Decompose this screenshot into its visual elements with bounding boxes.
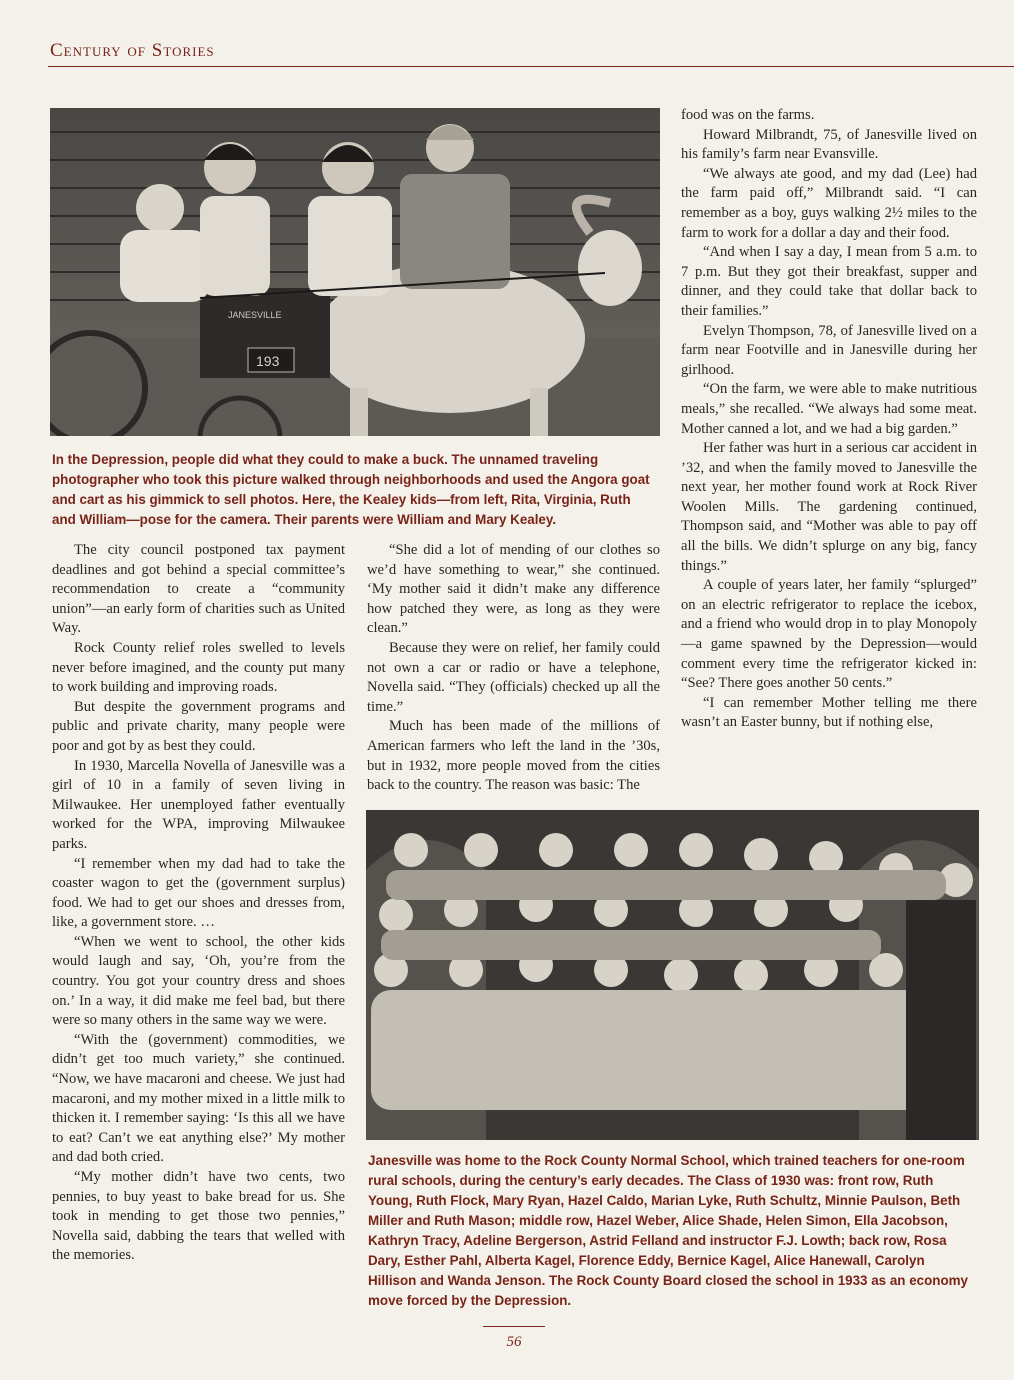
paragraph: “I can remember Mother telling me there wasn’t an Easter bunny, but if nothing else, xyxy=(681,694,977,731)
page-number-rule xyxy=(483,1326,545,1327)
paragraph: The city council postponed tax payment deadlines and got behind a special committee’s recommendation to create a “community union”—an early form of charities such as United Way. xyxy=(52,542,345,637)
svg-text:193: 193 xyxy=(256,353,280,369)
running-header: Century of Stories xyxy=(50,40,215,61)
paragraph: Much has been made of the millions of American farmers who left the land in the ’30s, but in 1932, more people moved from the cities back to the country. The reason was basic: The xyxy=(367,718,660,794)
paragraph: “When we went to school, the other kids would laugh and say, ‘Oh, you’re from the country. You got your country dress and shoes on.’ In a way, it did make me feel bad, but there were so many others in the same way we were. xyxy=(52,933,345,1029)
paragraph: “And when I say a day, I mean from 5 a.m. to 7 p.m. But they got their breakfast, supper and dinner, and they could take that dollar back to their families.” xyxy=(681,244,977,319)
header-rule xyxy=(48,66,1014,67)
paragraph: “With the (government) commodities, we didn’t get too much variety,” she continued. “Now, we have macaroni and cheese. We just had macaroni, and my mother mixed in a little milk to thicken it. I remember saying: ‘Is this all we have to eat? Can’t we eat anything else?’ My mother and dad both cried. xyxy=(52,1031,345,1166)
paragraph: But despite the government programs and public and private charity, many people were poor and got by as best they could. xyxy=(52,698,345,754)
photo-kealey-kids-goat-cart xyxy=(50,108,660,436)
photo-class-of-1930 xyxy=(366,810,979,1140)
paragraph: Rock County relief roles swelled to levels never before imagined, and the county put many to work building and improving roads. xyxy=(52,639,345,696)
paragraph: “On the farm, we were able to make nutritious meals,” she recalled. “We always had some meat. Mother canned a lot, and we had a big garden.” xyxy=(681,381,977,437)
paragraph: In 1930, Marcella Novella of Janesville was a girl of 10 in a family of seven living in Milwaukee. Her unemployed father eventually worked for the WPA, improving Milwaukee parks. xyxy=(52,757,345,852)
paragraph: food was on the farms. xyxy=(681,107,815,123)
paragraph: Evelyn Thompson, 78, of Janesville lived on a farm near Footville and in Janesville during her girlhood. xyxy=(681,322,977,378)
article-column-1 xyxy=(52,541,345,1266)
paragraph: “I remember when my dad had to take the coaster wagon to get the (government surplus) food. We had to get our shoes and dresses from, like, a government store. … xyxy=(52,855,345,931)
paragraph: Howard Milbrandt, 75, of Janesville lived on his family’s farm near Evansville. xyxy=(681,126,977,163)
paragraph: “We always ate good, and my dad (Lee) had the farm paid off,” Milbrandt said. “I can remember as a boy, guys walking 2½ miles to the farm to work for a dollar a day and their food. xyxy=(681,165,977,241)
article-column-2 xyxy=(367,541,660,796)
paragraph: Because they were on relief, her family could not own a car or radio or have a telephone, Novella said. “They (officials) checked up all the time.” xyxy=(367,639,660,715)
paragraph: “My mother didn’t have two cents, two pennies, to buy yeast to bake bread for us. She took in mending to get those two pennies,” Novella said, dabbing the tears that welled with the memories. xyxy=(52,1169,345,1264)
paragraph: A couple of years later, her family “splurged” on an electric refrigerator to replace the icebox, and a friend who would drop in to play Monopoly—a game spawned by the Depression—would comment every time the refrigerator kicked in: “See? There goes another 50 cents.” xyxy=(681,577,977,692)
caption-bottom-photo: Janesville was home to the Rock County Normal School, which trained teachers for one-room rural schools, during the century’s early decades. The Class of 1930 was: front row, Ruth Young, Ruth Flock, Mary Ryan, Hazel Caldo, Marian Lyke, Ruth Schultz, Minnie Paulson, Beth Miller and Ruth Mason; middle row, Hazel Weber, Alice Shade, Helen Simon, Ella Jacobson, Kathryn Tracy, Adeline Bergerson, Astrid Felland and instructor F.J. Lowth; back row, Rosa Dary, Esther Pahl, Alberta Kagel, Florence Eddy, Bernice Kagel, Alice Hanewall, Carolyn Hillison and Wanda Jenson. The Rock County Board closed the school in 1933 as an economy move forced by the Depression. xyxy=(368,1153,968,1308)
paragraph: “She did a lot of mending of our clothes so we’d have something to wear,” she continued. ‘My mother said it didn’t make any difference how patched they were, as long as they were clean.” xyxy=(367,542,660,637)
svg-text:JANESVILLE: JANESVILLE xyxy=(228,310,282,320)
caption-top-photo: In the Depression, people did what they could to make a buck. The unnamed traveling photographer who took this picture walked through neighborhoods and used the Angora goat and cart as his gimmick to sell photos. Here, the Kealey kids—from left, Rita, Virginia, Ruth and William—pose for the camera. Their parents were William and Mary Kealey. xyxy=(52,452,650,527)
article-column-3 xyxy=(681,106,977,733)
paragraph: Her father was hurt in a serious car accident in ’32, and when the family moved to Janesville the next year, her mother found work at Rock River Woolen Mills. The gardening continued, Thompson said, and “Mother was able to pay off all the bills. We didn’t splurge on any big, fancy things.” xyxy=(681,440,977,574)
page-number: 56 xyxy=(506,1334,522,1350)
